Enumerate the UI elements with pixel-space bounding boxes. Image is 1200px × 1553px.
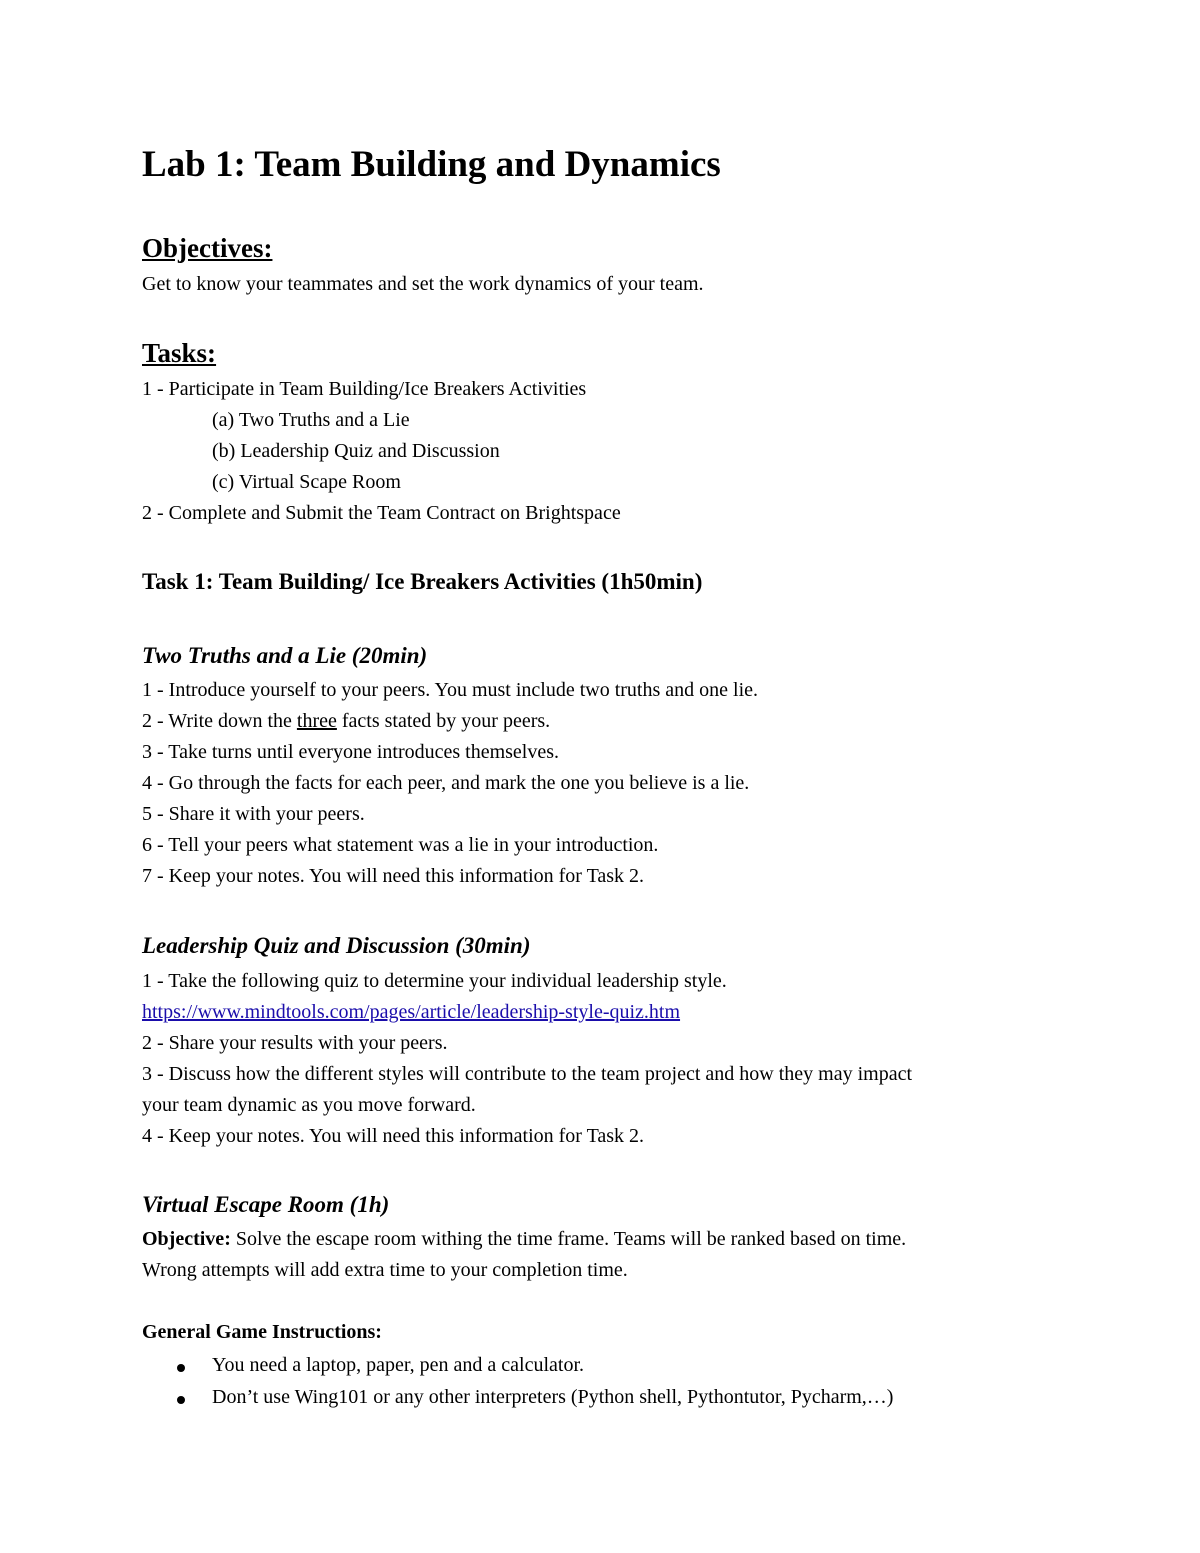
- leadership-step-4: 4 - Keep your notes. You will need this information for Task 2.: [142, 1125, 645, 1147]
- tasks-sub-a: (a) Two Truths and a Lie: [212, 409, 410, 431]
- tasks-item-1: 1 - Participate in Team Building/Ice Breakers Activities: [142, 378, 587, 400]
- leadership-step-2: 2 - Share your results with your peers.: [142, 1032, 448, 1054]
- two-truths-step-1: 1 - Introduce yourself to your peers. You must include two truths and one lie.: [142, 679, 759, 701]
- two-truths-heading: Two Truths and a Lie (20min): [142, 643, 428, 668]
- tasks-sub-c: (c) Virtual Scape Room: [212, 471, 401, 493]
- two-truths-step-3: 3 - Take turns until everyone introduces themselves.: [142, 741, 560, 763]
- bullet-icon: [177, 1396, 185, 1404]
- leadership-heading: Leadership Quiz and Discussion (30min): [142, 933, 531, 958]
- two-truths-step-7: 7 - Keep your notes. You will need this information for Task 2.: [142, 865, 645, 887]
- escape-heading: Virtual Escape Room (1h): [142, 1192, 390, 1217]
- objective-label: Objective:: [142, 1228, 231, 1250]
- instruction-bullet-1: You need a laptop, paper, pen and a calculator.: [212, 1354, 585, 1376]
- tasks-heading: Tasks:: [142, 338, 217, 368]
- two-truths-step-5: 5 - Share it with your peers.: [142, 803, 365, 825]
- underlined-word: three: [296, 710, 337, 732]
- objectives-heading: Objectives:: [142, 233, 273, 263]
- two-truths-step-2: 2 - Write down the three facts stated by your peers.: [142, 710, 551, 732]
- leadership-step-1: 1 - Take the following quiz to determine your individual leadership style.: [142, 970, 727, 992]
- bullet-icon: [177, 1364, 185, 1372]
- instruction-bullet-2: Don’t use Wing101 or any other interpreters (Python shell, Pythontutor, Pycharm,…): [212, 1386, 894, 1408]
- leadership-step-3b: your team dynamic as you move forward.: [142, 1094, 476, 1116]
- two-truths-step-6: 6 - Tell your peers what statement was a lie in your introduction.: [142, 834, 659, 856]
- tasks-item-2: 2 - Complete and Submit the Team Contract on Brightspace: [142, 502, 621, 524]
- tasks-sub-b: (b) Leadership Quiz and Discussion: [212, 440, 500, 462]
- escape-objective-line-1: Objective: Solve the escape room withing the time frame. Teams will be ranked based on time.: [142, 1228, 907, 1250]
- leadership-quiz-link[interactable]: https://www.mindtools.com/pages/article/leadership-style-quiz.htm: [142, 1001, 681, 1023]
- two-truths-step-4: 4 - Go through the facts for each peer, and mark the one you believe is a lie.: [142, 772, 750, 794]
- leadership-step-3a: 3 - Discuss how the different styles will contribute to the team project and how they may impact: [142, 1063, 912, 1085]
- general-instructions-heading: General Game Instructions:: [142, 1321, 382, 1343]
- task1-heading: Task 1: Team Building/ Ice Breakers Activities (1h50min): [142, 569, 703, 594]
- escape-objective-line-2: Wrong attempts will add extra time to your completion time.: [142, 1259, 628, 1281]
- page-title: Lab 1: Team Building and Dynamics: [142, 144, 721, 185]
- objectives-text: Get to know your teammates and set the work dynamics of your team.: [142, 273, 704, 295]
